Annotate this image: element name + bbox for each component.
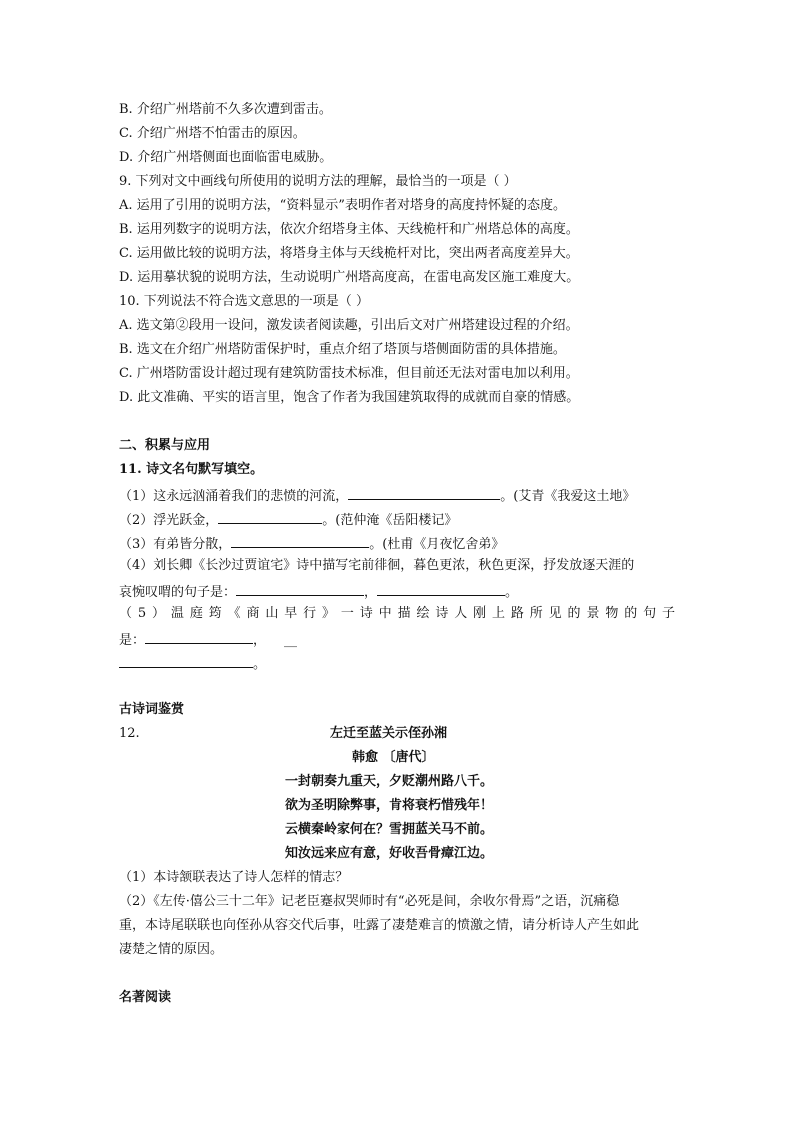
q11-4-prompt: 哀惋叹喟的句子是： — [119, 585, 237, 600]
q10-option-c: C. 广州塔防雷设计超过现有建筑防雷技术标准，但目前还无法对雷电加以利用。 — [119, 366, 579, 381]
q11-title: 11. 诗文名句默写填空。 — [119, 462, 264, 477]
q11-item-4-line2 — [119, 581, 518, 602]
q11-2-blank[interactable] — [218, 509, 322, 524]
poem-line-4: 知汝远来应有意，好收吾骨瘴江边。 — [285, 846, 494, 861]
q11-5-tail: __ — [284, 633, 298, 648]
q12-1: （1）本诗颔联表达了诗人怎样的情志？ — [119, 870, 349, 885]
q11-4-end: 。 — [505, 585, 519, 600]
q11-5-blank-1[interactable] — [145, 629, 253, 644]
q12-2-line1: （2）《左传·僖公三十二年》记老臣蹇叔哭师时有“必死是间，余收尔骨焉”之语，沉痛稳 — [119, 894, 620, 909]
poem-line-3: 云横秦岭家何在？雪拥蓝关马不前。 — [285, 822, 494, 837]
q11-5-end: 。 — [253, 657, 267, 672]
q10-option-a: A. 选文第②段用一设问，激发读者阅读趣，引出后文对广州塔建设过程的介绍。 — [119, 318, 579, 333]
q10-option-b: B. 选文在介绍广州塔防雷保护时，重点介绍了塔顶与塔侧面防雷的具体措施。 — [119, 342, 566, 357]
poem-title: 左迁至蓝关示侄孙湘 — [330, 726, 448, 741]
q8-option-b: B. 介绍广州塔前不久多次遭到雷击。 — [119, 102, 332, 117]
q11-item-4-line1: （4）刘长卿《长沙过贾谊宅》诗中描写宅前徘徊，暮色更浓，秋色更深，抒发放逐天涯的 — [119, 558, 635, 573]
q9-stem: 9. 下列对文中画线句所使用的说明方法的理解，最恰当的一项是（ ） — [119, 174, 517, 189]
q11-1-blank[interactable] — [348, 485, 500, 500]
q11-4-blank-1[interactable] — [236, 581, 364, 596]
section-title: 二、积累与应用 — [119, 438, 211, 453]
q11-3-prompt: （3）有弟皆分散， — [119, 537, 232, 552]
poem-author: 韩愈 〔唐代〕 — [352, 750, 435, 765]
q11-5-blank-2[interactable] — [119, 653, 253, 668]
q11-3-blank[interactable] — [231, 533, 369, 548]
q11-item-5-line2 — [119, 629, 297, 650]
q11-1-prompt: （1）这永远汹涌着我们的悲愤的河流， — [119, 489, 349, 504]
classic-reading-title: 名著阅读 — [119, 990, 172, 1005]
q10-option-d: D. 此文准确、平实的语言里，饱含了作者为我国建筑取得的成就而自豪的情感。 — [119, 390, 580, 405]
q11-4-separator: ， — [364, 585, 378, 600]
q11-item-5-line1: （5）温庭筠《商山早行》一诗中描绘诗人刚上路所见的景物的句子 — [119, 606, 675, 621]
q11-2-prompt: （2）浮光跃金， — [119, 513, 219, 528]
q8-option-d: D. 介绍广州塔侧面也面临雷电威胁。 — [119, 150, 333, 165]
poem-section-title: 古诗词鉴赏 — [119, 702, 185, 717]
q8-option-c: C. 介绍广州塔不怕雷击的原因。 — [119, 126, 306, 141]
q11-2-source: 。(范仲淹《岳阳楼记》 — [322, 513, 458, 528]
q11-item-3 — [119, 533, 504, 554]
q9-option-b: B. 运用列数字的说明方法，依次介绍塔身主体、天线桅杆和广州塔总体的高度。 — [119, 222, 579, 237]
q11-item-1 — [119, 485, 635, 506]
q11-5-separator: ， — [253, 633, 267, 648]
q11-5-prompt: 是： — [119, 633, 146, 648]
q10-stem: 10. 下列说法不符合选文意思的一项是（ ） — [119, 294, 369, 309]
q11-item-2 — [119, 509, 457, 530]
q11-3-source: 。(杜甫《月夜忆舍弟》 — [369, 537, 505, 552]
poem-line-2: 欲为圣明除弊事，肯将衰朽惜残年！ — [285, 798, 494, 813]
q9-option-c: C. 运用做比较的说明方法，将塔身主体与天线桅杆对比，突出两者高度差异大。 — [119, 246, 579, 261]
q9-option-a: A. 运用了引用的说明方法，“资料显示”表明作者对塔身的高度持怀疑的态度。 — [119, 198, 566, 213]
q11-4-blank-2[interactable] — [377, 581, 505, 596]
q12-2-line2: 重，本诗尾联联也向侄孙从容交代后事，吐露了凄楚难言的愤激之情，请分析诗人产生如此 — [119, 918, 640, 933]
q12-2-line3: 凄楚之情的原因。 — [119, 942, 224, 957]
q11-item-5-line3 — [119, 653, 266, 674]
q12-number: 12. — [119, 726, 140, 741]
q9-option-d: D. 运用摹状貌的说明方法，生动说明广州塔高度高，在雷电高发区施工难度大。 — [119, 270, 580, 285]
q11-1-source: 。(艾青《我爱这土地》 — [500, 489, 636, 504]
poem-line-1: 一封朝奏九重天，夕贬潮州路八千。 — [285, 774, 494, 789]
